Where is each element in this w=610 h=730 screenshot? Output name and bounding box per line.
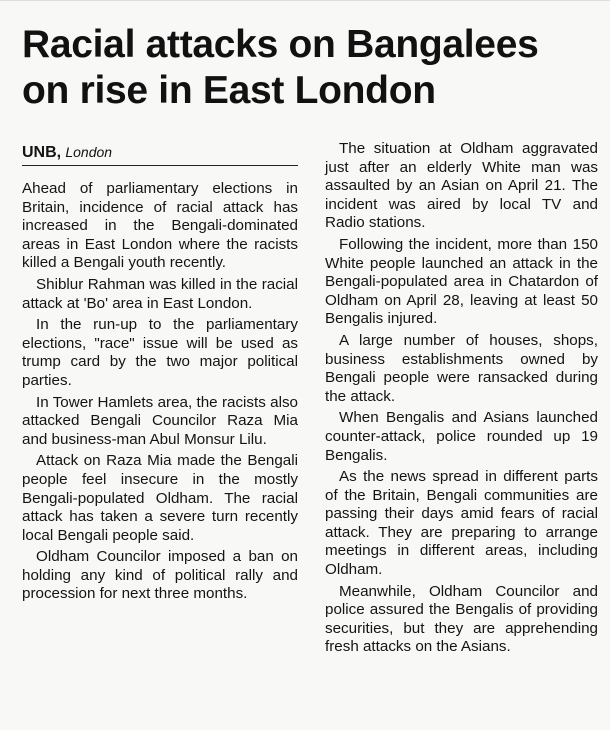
paragraph: Meanwhile, Oldham Councilor and police assured the Bengalis of providing securities, but they are apprehending fresh attacks on the Asians.: [325, 582, 598, 656]
paragraph: Following the incident, more than 150 White people launched an attack in the Bengali-populated area in Chatardon of Oldham on April 28, leaving at least 50 Bengalis injured.: [325, 235, 598, 328]
paragraph: Ahead of parliamentary elections in Britain, incidence of racial attack has increased in the Bengali-dominated areas in East London where the racists killed a Bengali youth recently.: [22, 180, 298, 272]
byline-location: London: [65, 144, 113, 160]
paragraph: Attack on Raza Mia made the Bengali people feel insecure in the mostly Bengali-populated Oldham. The racial attack has taken a severe turn recently local Bengali people said.: [22, 452, 298, 544]
paragraph: In Tower Hamlets area, the racists also attacked Bengali Councilor Raza Mia and business-man Abul Monsur Lilu.: [22, 393, 298, 448]
left-column: [22, 140, 298, 607]
paragraph: Oldham Councilor imposed a ban on holding any kind of political rally and procession for next three months.: [22, 548, 298, 603]
top-edge: [0, 0, 610, 1]
paragraph: The situation at Oldham aggravated just after an elderly White man was assaulted by an Asian on April 21. The incident was aired by local TV and Radio stations.: [325, 140, 598, 232]
paragraph: In the run-up to the parliamentary elections, "race" issue will be used as trump card by the two major political parties.: [22, 316, 298, 389]
byline: [22, 143, 298, 166]
headline-line-2: on rise in East London: [22, 69, 436, 112]
byline-agency: UNB,: [22, 144, 62, 161]
headline: [22, 22, 597, 114]
paragraph: Shiblur Rahman was killed in the racial attack at 'Bo' area in East London.: [22, 275, 298, 312]
headline-line-1: Racial attacks on Bangalees: [22, 23, 539, 66]
paragraph: A large number of houses, shops, business establishments owned by Bengali people were ransacked during the attack.: [325, 331, 598, 405]
right-column: [325, 140, 598, 660]
paragraph: As the news spread in different parts of the Britain, Bengali communities are passing their days amid fears of racial attack. They are preparing to arrange meetings in different areas, including Oldham.: [325, 468, 598, 579]
paragraph: When Bengalis and Asians launched counter-attack, police rounded up 19 Bengalis.: [325, 409, 598, 464]
